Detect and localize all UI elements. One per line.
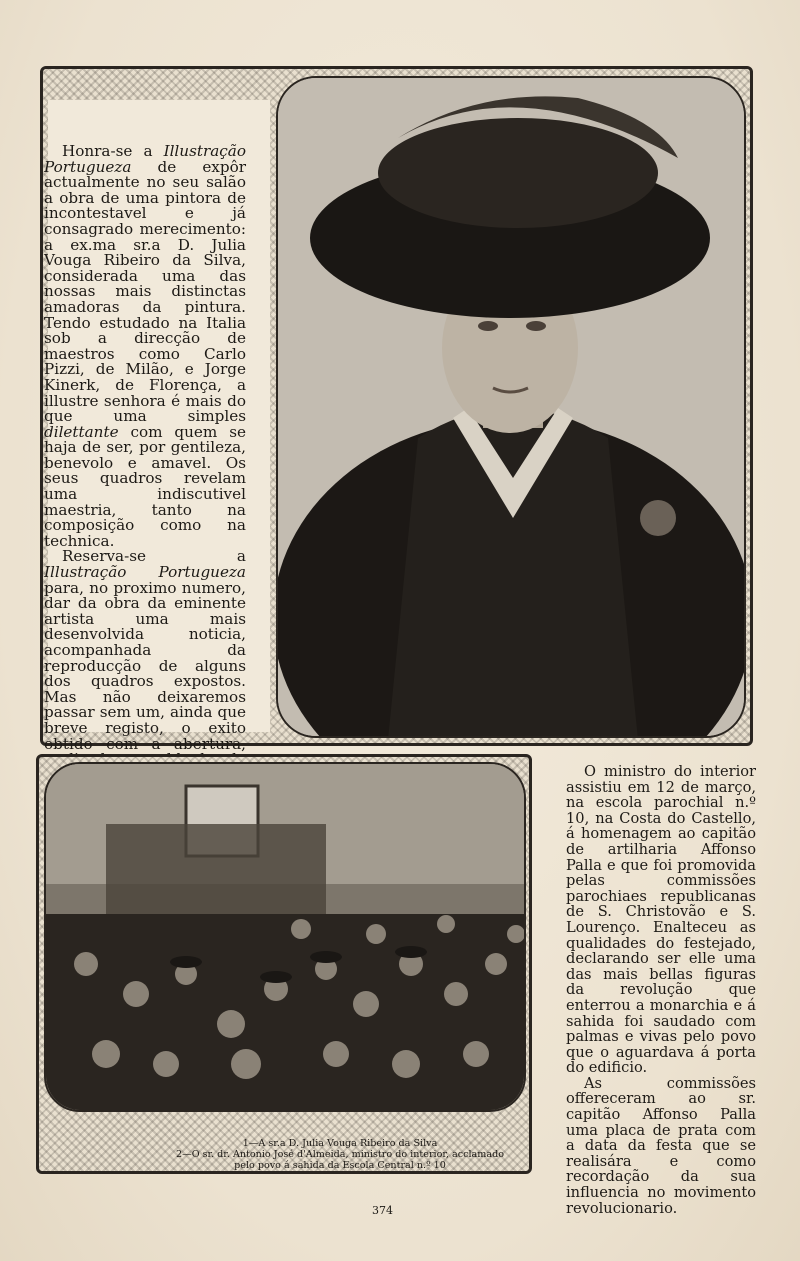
portrait-illustration bbox=[278, 78, 746, 738]
caption-line-1: 1—A sr.a D. Julia Vouga Ribeiro da Silva bbox=[242, 1138, 438, 1149]
dilettante-term: dilettante bbox=[44, 422, 119, 441]
left-p2-body: para, no proximo numero, dar da obra da eminente artista uma mais desenvolvida noticia, acompanhada da reproducção de alguns dos quadros expostos. Mas não deixaremos passar sem um, ainda que breve registo, o exito obtido com a abertura, bbox=[44, 578, 246, 753]
left-p1-lead: Honra-se a bbox=[62, 142, 164, 160]
portrait-photo bbox=[276, 76, 746, 738]
left-p1-end: com quem se haja de ser, por gentileza, benevolo e amavel. Os seus quadros revelam uma indiscutivel maestria, tanto na composição como na technica. bbox=[44, 422, 246, 550]
caption-line-3: pelo povo á sahida da Escola Central n.º 10 bbox=[234, 1160, 446, 1171]
right-article-paragraph-1: O ministro do interior assistiu em 12 de março, na escola parochial n.º 10, na Costa do Castello, á homenagem ao capitão de artilharia Affonso Palla e que foi promovida pelas commissões parochiaes republicanas de S. Christovão e S. Lourenço. Enalteceu as qualidades do festejado, declarando ser elle uma das mais bellas figuras da revolução que enterrou a monarchia e á sahida foi saudado com palmas e vivas pelo povo que o aguardava á porta do edificio. bbox=[566, 763, 756, 1077]
publication-name-2: Illustração Portugueza bbox=[44, 563, 246, 582]
left-p2-lead: Reserva-se a bbox=[62, 547, 246, 566]
right-article-column bbox=[566, 764, 756, 1216]
left-p1-body: de expôr actualmente no seu salão a obra de uma pintora de incontestavel e já consagrado merecimento: a ex.ma sr.a D. Julia Vouga Ribeiro da Silva, considerada uma das nossas mais distinctas amadoras da pintura. Tendo estudado na Italia sob a direcção de maestros como Carlo Pizzi, de Milão, e Jorge Kinerk, de Florença, a illustre senhora é mais do que uma simples bbox=[44, 157, 246, 426]
left-article-paragraph-1 bbox=[44, 144, 246, 549]
right-article-paragraph-2: As commissões offereceram ao sr. capitão Affonso Palla uma placa de prata com a data da festa que se realisára e como recordação da sua influencia no movimento revolucionario. bbox=[566, 1074, 756, 1217]
publication-name: Illustração Portugueza bbox=[44, 142, 246, 176]
crowd-photo bbox=[44, 762, 526, 1112]
page-number: 374 bbox=[372, 1204, 393, 1217]
left-article-column bbox=[44, 144, 246, 830]
crowd-illustration bbox=[46, 764, 526, 1112]
caption-line-2: 2—O sr. dr. Antonio José d'Almeida, ministro do interior, acclamado bbox=[176, 1149, 504, 1160]
photo-captions bbox=[140, 1138, 540, 1171]
